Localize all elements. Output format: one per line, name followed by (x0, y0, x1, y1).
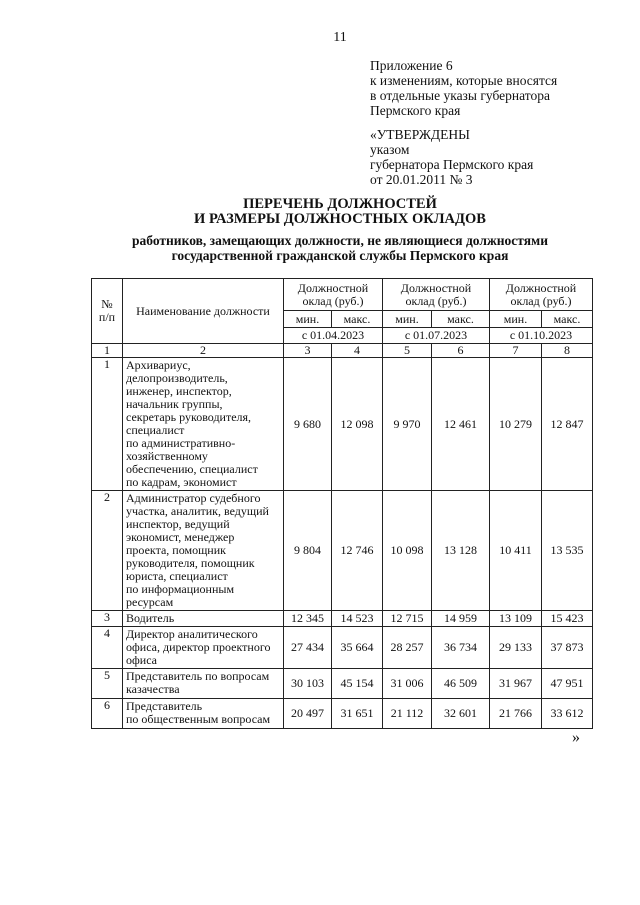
appendix-block (370, 58, 557, 118)
salary-cell: 46 509 (432, 669, 490, 699)
salary-cell: 10 411 (490, 491, 542, 611)
header-max: макс. (542, 311, 593, 328)
table-row (92, 491, 593, 611)
header-max: макс. (432, 311, 490, 328)
table-row (92, 669, 593, 699)
table-row (92, 611, 593, 627)
salary-cell: 14 959 (432, 611, 490, 627)
approval-line: губернатора Пермского края (370, 157, 534, 172)
appendix-line: Приложение 6 (370, 58, 453, 73)
row-number: 5 (92, 669, 123, 699)
position-name: Представитель по общественным вопросам (123, 699, 284, 729)
salary-cell: 10 279 (490, 358, 542, 491)
subtitle-line: работников, замещающих должности, не являющиеся должностями (132, 233, 548, 248)
salary-cell: 31 967 (490, 669, 542, 699)
salary-cell: 12 847 (542, 358, 593, 491)
salary-cell: 10 098 (383, 491, 432, 611)
header-min: мин. (284, 311, 332, 328)
salary-table (91, 278, 593, 729)
column-number: 6 (432, 344, 490, 358)
header-date: с 01.04.2023 (284, 328, 383, 344)
column-number: 1 (92, 344, 123, 358)
column-number-row (92, 344, 593, 358)
column-number: 3 (284, 344, 332, 358)
position-name: Архивариус, делопроизводитель, инженер, инспектор, начальник группы, секретарь руководителя, специалист по административно- хозяйственному обеспечению, специалист по кадрам, экономист (123, 358, 284, 491)
salary-cell: 9 680 (284, 358, 332, 491)
appendix-line: Пермского края (370, 103, 461, 118)
salary-cell: 29 133 (490, 627, 542, 669)
salary-cell: 31 651 (332, 699, 383, 729)
approval-block (370, 127, 533, 187)
column-number: 5 (383, 344, 432, 358)
salary-cell: 36 734 (432, 627, 490, 669)
header-min: мин. (383, 311, 432, 328)
approval-line: от 20.01.2011 № 3 (370, 172, 473, 187)
salary-cell: 33 612 (542, 699, 593, 729)
row-number: 4 (92, 627, 123, 669)
salary-cell: 47 951 (542, 669, 593, 699)
position-name: Администратор судебного участка, аналитик, ведущий инспектор, ведущий экономист, менеджер проекта, помощник руководителя, помощник юриста, специалист по информационным ресурсам (123, 491, 284, 611)
header-salary: Должностной оклад (руб.) (383, 279, 490, 311)
salary-cell: 9 804 (284, 491, 332, 611)
page-number: 11 (333, 30, 347, 45)
position-name: Представитель по вопросам казачества (123, 669, 284, 699)
approval-line: «УТВЕРЖДЕНЫ (370, 127, 470, 142)
title-line: И РАЗМЕРЫ ДОЛЖНОСТНЫХ ОКЛАДОВ (194, 211, 486, 227)
position-name: Водитель (123, 611, 284, 627)
salary-cell: 15 423 (542, 611, 593, 627)
header-date: с 01.10.2023 (490, 328, 593, 344)
appendix-line: к изменениям, которые вносятся (370, 73, 558, 88)
header-max: макс. (332, 311, 383, 328)
salary-cell: 21 112 (383, 699, 432, 729)
salary-cell: 13 535 (542, 491, 593, 611)
salary-cell: 35 664 (332, 627, 383, 669)
header-min: мин. (490, 311, 542, 328)
salary-cell: 37 873 (542, 627, 593, 669)
salary-cell: 12 461 (432, 358, 490, 491)
row-number: 2 (92, 491, 123, 611)
salary-cell: 45 154 (332, 669, 383, 699)
document-title (0, 197, 640, 227)
salary-cell: 13 128 (432, 491, 490, 611)
row-number: 6 (92, 699, 123, 729)
table-row (92, 358, 593, 491)
title-line: ПЕРЕЧЕНЬ ДОЛЖНОСТЕЙ (243, 196, 437, 212)
salary-cell: 14 523 (332, 611, 383, 627)
salary-cell: 31 006 (383, 669, 432, 699)
salary-cell: 30 103 (284, 669, 332, 699)
salary-cell: 28 257 (383, 627, 432, 669)
header-salary: Должностной оклад (руб.) (490, 279, 593, 311)
salary-cell: 12 715 (383, 611, 432, 627)
row-number: 3 (92, 611, 123, 627)
salary-cell: 27 434 (284, 627, 332, 669)
salary-cell: 20 497 (284, 699, 332, 729)
table-row (92, 627, 593, 669)
salary-cell: 32 601 (432, 699, 490, 729)
salary-cell: 9 970 (383, 358, 432, 491)
table-row (92, 699, 593, 729)
column-number: 7 (490, 344, 542, 358)
header-num: № п/п (92, 279, 123, 344)
salary-cell: 12 098 (332, 358, 383, 491)
subtitle-line: государственной гражданской службы Пермского края (171, 248, 509, 263)
salary-cell: 13 109 (490, 611, 542, 627)
salary-cell: 12 345 (284, 611, 332, 627)
appendix-line: в отдельные указы губернатора (370, 88, 550, 103)
approval-line: указом (370, 142, 410, 157)
header-date: с 01.07.2023 (383, 328, 490, 344)
salary-cell: 21 766 (490, 699, 542, 729)
column-number: 2 (123, 344, 284, 358)
column-number: 8 (542, 344, 593, 358)
closing-quote: » (572, 729, 580, 746)
column-number: 4 (332, 344, 383, 358)
header-name: Наименование должности (123, 279, 284, 344)
row-number: 1 (92, 358, 123, 491)
position-name: Директор аналитического офиса, директор проектного офиса (123, 627, 284, 669)
document-subtitle (0, 233, 640, 263)
salary-cell: 12 746 (332, 491, 383, 611)
header-salary: Должностной оклад (руб.) (284, 279, 383, 311)
